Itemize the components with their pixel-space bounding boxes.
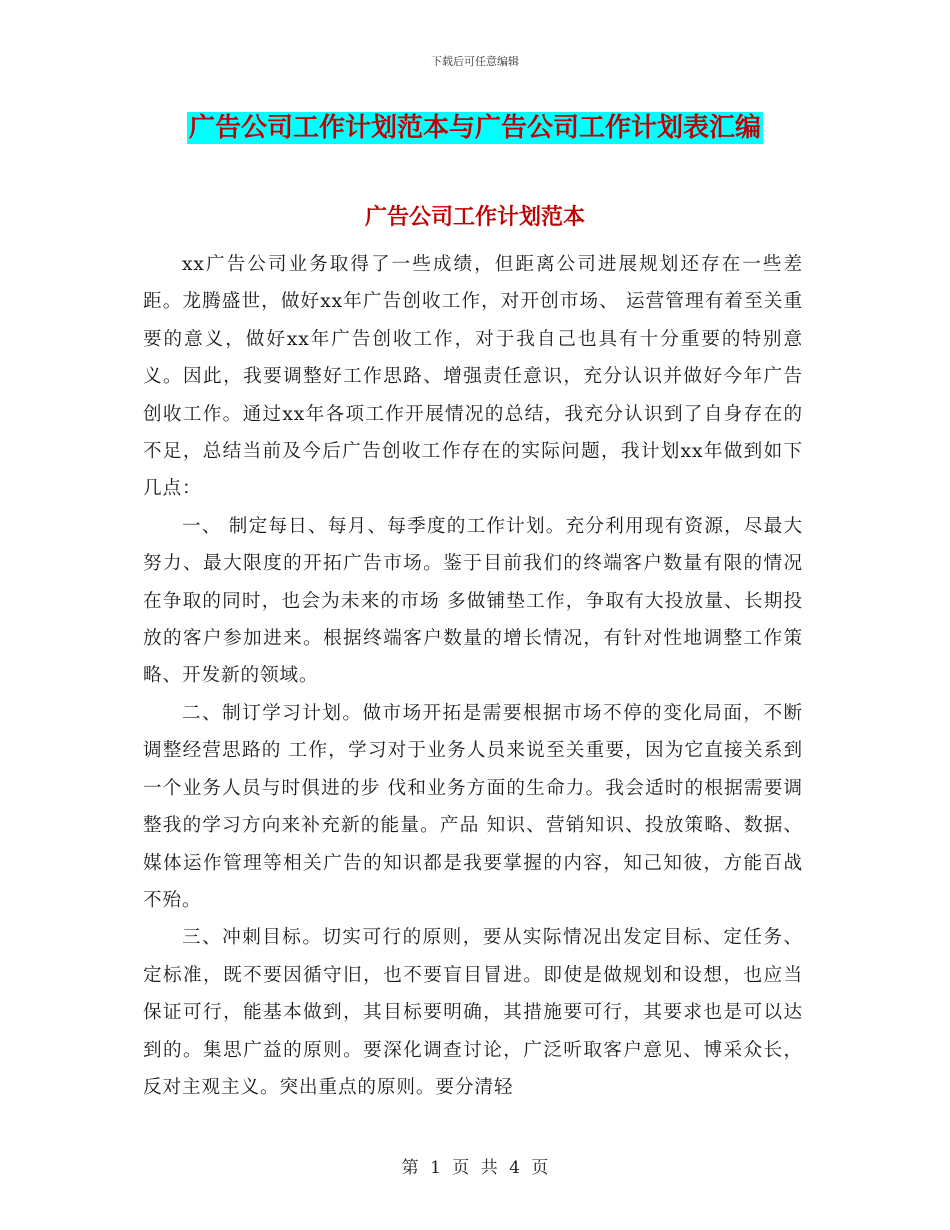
body-text (143, 246, 803, 1106)
paragraph-plan-2: 二、制订学习计划。做市场开拓是需要根据市场不停的变化局面，不断调整经营思路的 工作，学习对于业务人员来说至关重要，因为它直接关系到一个业务人员与时俱进的步 伐和业务方面的生命力。我会适时的根据需要调整我的学习方向来补充新的能量。产品 知识、营销知识、投放策略、数据、媒体运作管理等相关广告的知识都是我要掌握的内容，知己知彼，方能百战不殆。 (143, 702, 803, 911)
paragraph-intro: xx广告公司业务取得了一些成绩，但距离公司进展规划还存在一些差距。龙腾盛世，做好xx年广告创收工作，对开创市场、 运营管理有着至关重要的意义，做好xx年广告创收工作，对于我自己也具有十分重要的特别意义。因此，我要调整好工作思路、增强责任意识，充分认识并做好今年广告创收工作。通过xx年各项工作开展情况的总结，我充分认识到了自身存在的不足，总结当前及今后广告创收工作存在的实际问题，我计划xx年做到如下几点： (143, 254, 803, 500)
main-title-container (0, 112, 950, 144)
page-number-footer: 第 1 页 共 4 页 (401, 1158, 549, 1178)
document-main-title: 广告公司工作计划范本与广告公司工作计划表汇编 (188, 113, 761, 143)
page-header-note: 下载后可任意编辑 (431, 55, 519, 68)
paragraph-plan-1: 一、 制定每日、每月、每季度的工作计划。充分利用现有资源，尽最大努力、最大限度的开拓广告市场。鉴于目前我们的终端客户数量有限的情况在争取的同时，也会为未来的市场 多做铺垫工作，争取有大投放量、长期投放的客户参加进来。根据终端客户数量的增长情况，有针对性地调整工作策略、开发新的领域。 (143, 515, 803, 687)
paragraph-plan-3: 三、冲刺目标。切实可行的原则，要从实际情况出发定目标、定任务、定标准，既不要因循守旧，也不要盲目冒进。即使是做规划和设想，也应当保证可行，能基本做到，其目标要明确，其措施要可行，其要求也是可以达到的。集思广益的原则。要深化调查讨论，广泛听取客户意见、博采众长，反对主观主义。突出重点的原则。要分清轻 (143, 927, 803, 1098)
section-title: 广告公司工作计划范本 (364, 204, 585, 230)
